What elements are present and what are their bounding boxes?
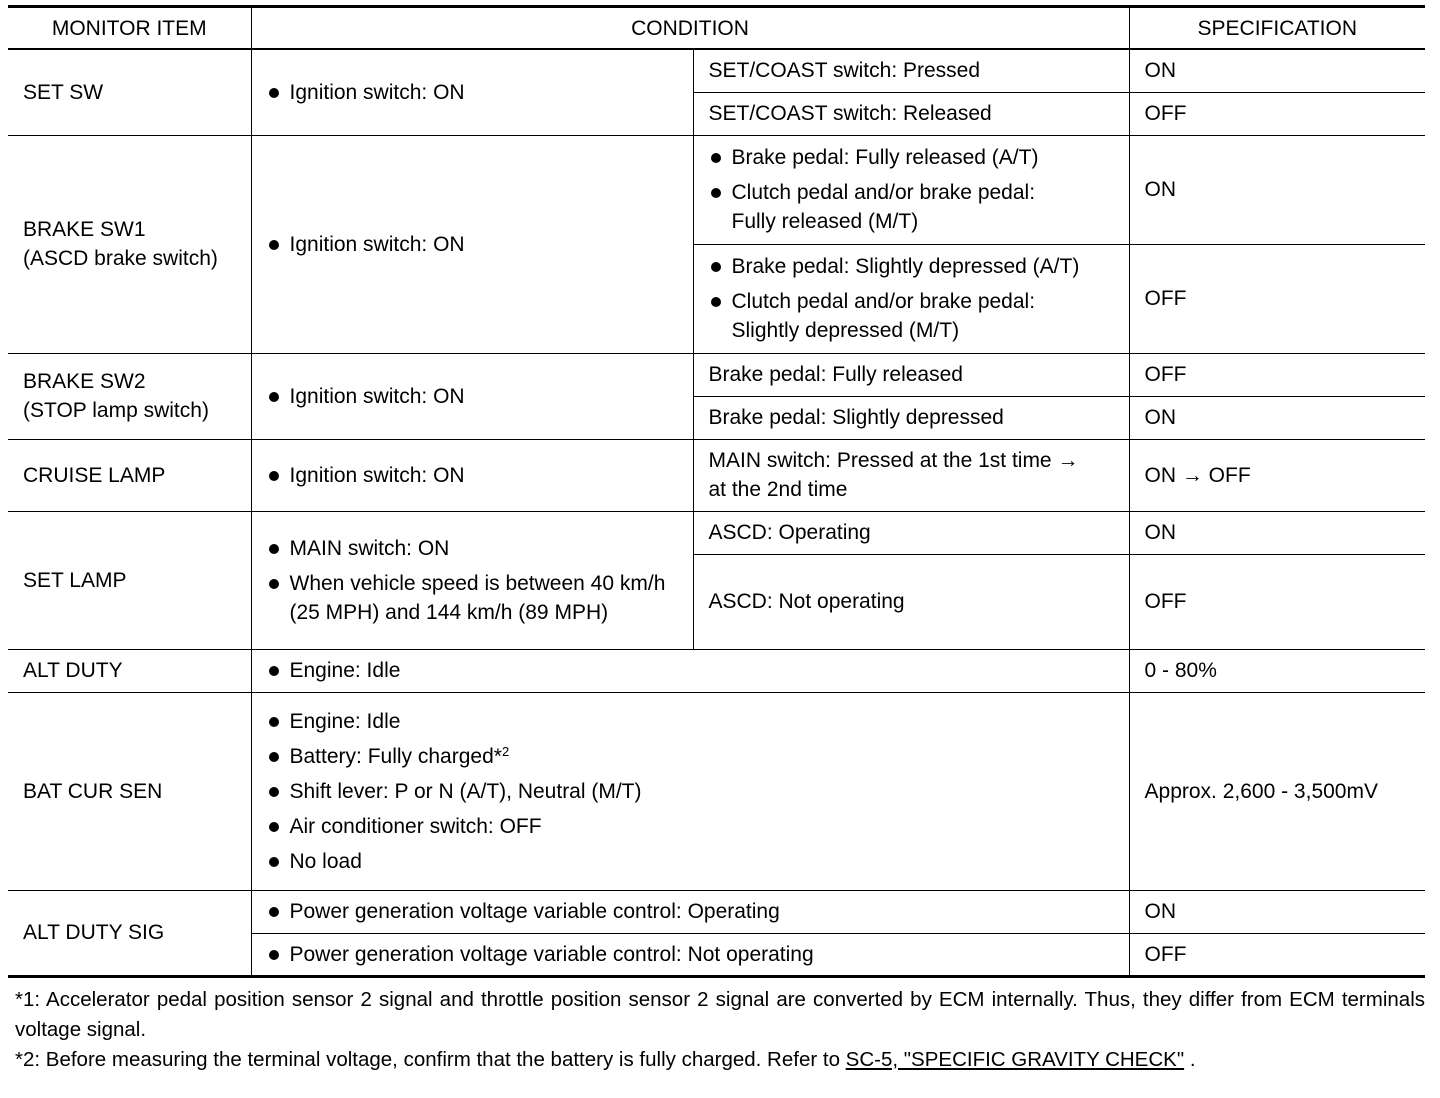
reference-link[interactable]: SC-5, "SPECIFIC GRAVITY CHECK" <box>845 1047 1185 1071</box>
bullet-item: Brake pedal: Fully released (A/T) <box>709 143 1114 172</box>
specification-cell: ON → OFF <box>1129 439 1425 511</box>
header-specification: SPECIFICATION <box>1129 7 1425 50</box>
condition-cell <box>251 890 1129 933</box>
condition-cell <box>251 511 693 649</box>
bullet-item: Air conditioner switch: OFF <box>267 812 1114 841</box>
bullet-text-line: Slightly depressed (M/T) <box>731 319 960 342</box>
bullet-text-line: Fully released (M/T) <box>731 210 919 233</box>
bullet-text-line: Clutch pedal and/or brake pedal: <box>731 290 1036 313</box>
bullet-item: Ignition switch: ON <box>267 461 678 490</box>
bullet-item: Shift lever: P or N (A/T), Neutral (M/T) <box>267 777 1114 806</box>
condition-cell <box>251 353 693 439</box>
bullet-item: Ignition switch: ON <box>267 230 678 259</box>
table-row <box>8 439 1425 511</box>
specification-cell: ON <box>1129 890 1425 933</box>
bullet-item: Ignition switch: ON <box>267 382 678 411</box>
bullet-text-line: Clutch pedal and/or brake pedal: <box>731 181 1036 204</box>
spec-sheet <box>8 5 1425 1075</box>
specification-cell: Approx. 2,600 - 3,500mV <box>1129 692 1425 890</box>
bullet-item: Power generation voltage variable control: Not operating <box>267 940 1114 969</box>
condition-cell <box>251 692 1129 890</box>
item-name: BRAKE SW2 <box>23 370 146 393</box>
specification-cell: OFF <box>1129 353 1425 396</box>
bullet-item: No load <box>267 847 1114 876</box>
specification-cell: 0 - 80% <box>1129 649 1425 692</box>
sub-condition-cell: ASCD: Not operating <box>693 554 1129 649</box>
sub-condition-cell: Brake pedal: Fully released <box>693 353 1129 396</box>
monitor-item-brake-sw1 <box>8 135 251 353</box>
specification-cell: ON <box>1129 396 1425 439</box>
sub-condition-cell <box>693 244 1129 353</box>
sub-condition-cell <box>693 439 1129 511</box>
table-row <box>8 49 1425 92</box>
monitor-item-alt-duty-sig: ALT DUTY SIG <box>8 890 251 976</box>
footnote-ref: 2 <box>501 743 510 759</box>
item-description: (ASCD brake switch) <box>23 247 218 270</box>
header-condition: CONDITION <box>251 7 1129 50</box>
specification-cell: OFF <box>1129 244 1425 353</box>
table-row <box>8 135 1425 244</box>
condition-cell <box>251 649 1129 692</box>
bullet-item: Power generation voltage variable control: Operating <box>267 897 1114 926</box>
condition-cell <box>251 135 693 353</box>
bullet-item: Ignition switch: ON <box>267 78 678 107</box>
footnote-2-end: . <box>1189 1047 1196 1071</box>
bullet-item: Engine: Idle <box>267 707 1114 736</box>
specification-cell: ON <box>1129 135 1425 244</box>
monitor-item-set-sw: SET SW <box>8 49 251 135</box>
table-row <box>8 353 1425 396</box>
bullet-item: Engine: Idle <box>267 656 1114 685</box>
header-row <box>8 7 1425 50</box>
monitor-item-cruise-lamp: CRUISE LAMP <box>8 439 251 511</box>
header-monitor-item: MONITOR ITEM <box>8 7 251 50</box>
condition-cell <box>251 49 693 135</box>
monitor-item-alt-duty: ALT DUTY <box>8 649 251 692</box>
bullet-item: Brake pedal: Slightly depressed (A/T) <box>709 252 1114 281</box>
bullet-text: Battery: Fully charged* <box>289 744 502 768</box>
condition-cell <box>251 439 693 511</box>
bullet-item <box>709 178 1114 236</box>
item-name: BRAKE SW1 <box>23 218 146 241</box>
specification-cell: ON <box>1129 511 1425 554</box>
sub-condition-cell: ASCD: Operating <box>693 511 1129 554</box>
table-row <box>8 511 1425 554</box>
bullet-item <box>709 287 1114 345</box>
footnotes <box>8 985 1425 1075</box>
table-row <box>8 692 1425 890</box>
item-description: (STOP lamp switch) <box>23 399 209 422</box>
footnote-1: *1: Accelerator pedal position sensor 2 signal and throttle position sensor 2 signal are converted by ECM internally. Thus, they differ from ECM terminals voltage signal. <box>15 987 1425 1041</box>
monitor-spec-table <box>8 5 1425 978</box>
footnote-2 <box>15 1045 1425 1075</box>
table-row <box>8 649 1425 692</box>
condition-cell <box>251 933 1129 976</box>
bullet-item <box>267 742 1114 771</box>
sub-condition-cell: SET/COAST switch: Pressed <box>693 49 1129 92</box>
monitor-item-brake-sw2 <box>8 353 251 439</box>
sub-condition-line: at the 2nd time <box>708 478 848 501</box>
specification-cell: OFF <box>1129 554 1425 649</box>
specification-cell: OFF <box>1129 92 1425 135</box>
sub-condition-cell: Brake pedal: Slightly depressed <box>693 396 1129 439</box>
bullet-item: When vehicle speed is between 40 km/h (25 MPH) and 144 km/h (89 MPH) <box>267 569 678 627</box>
monitor-item-bat-cur-sen: BAT CUR SEN <box>8 692 251 890</box>
table-row <box>8 890 1425 933</box>
sub-condition-line: MAIN switch: Pressed at the 1st time → <box>708 449 1079 472</box>
sub-condition-cell <box>693 135 1129 244</box>
bullet-item: MAIN switch: ON <box>267 534 678 563</box>
sub-condition-cell: SET/COAST switch: Released <box>693 92 1129 135</box>
footnote-2-text: *2: Before measuring the terminal voltage, confirm that the battery is fully charged. Refer to <box>15 1047 840 1071</box>
monitor-item-set-lamp: SET LAMP <box>8 511 251 649</box>
specification-cell: ON <box>1129 49 1425 92</box>
specification-cell: OFF <box>1129 933 1425 976</box>
